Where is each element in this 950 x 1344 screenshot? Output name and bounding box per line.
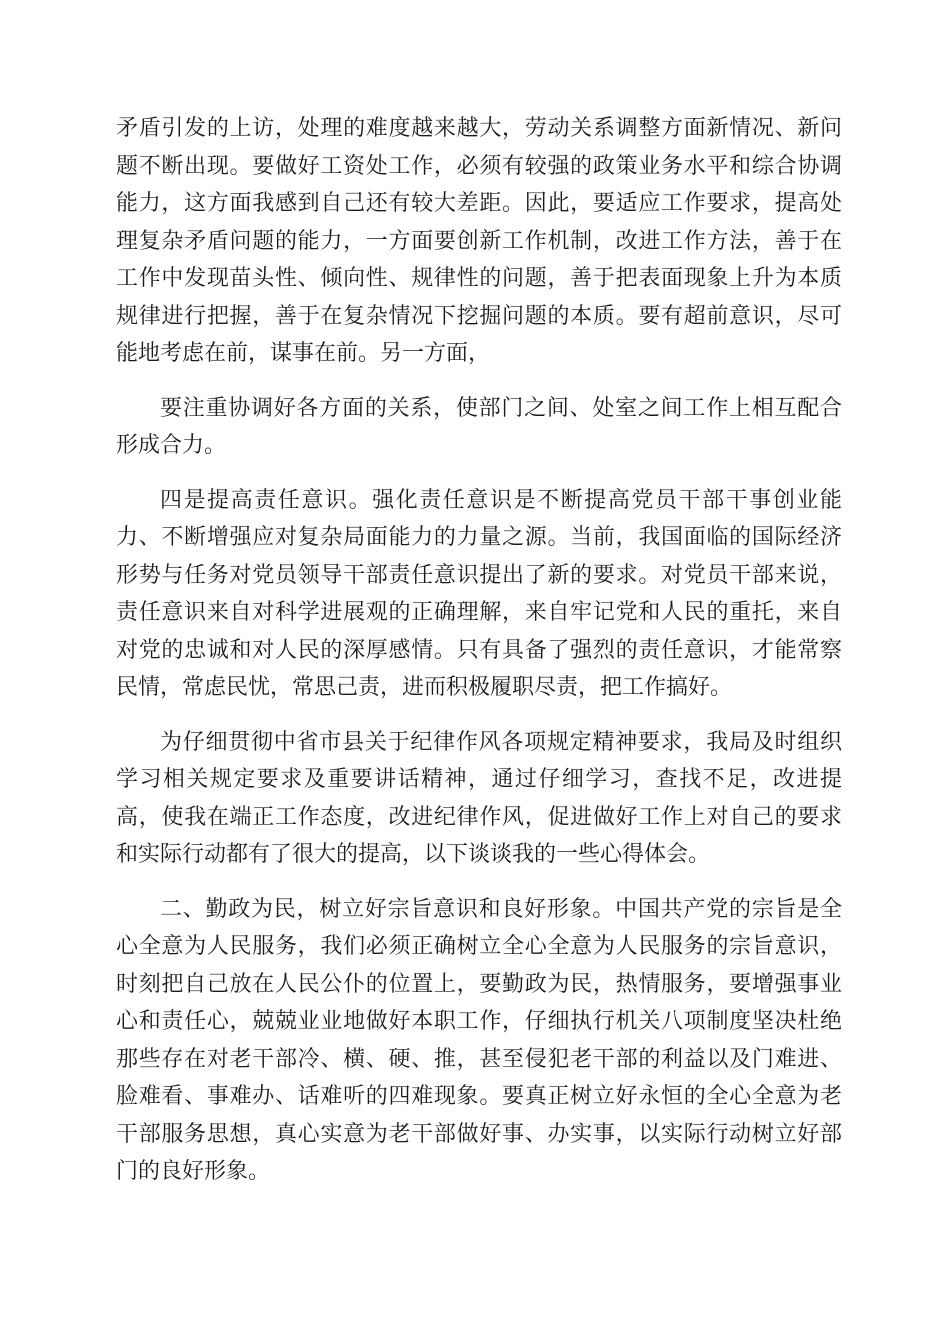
- text-line: 为仔细贯彻中省市县关于纪律作风各项规定精神要求，我局及时组织: [160, 729, 842, 755]
- paragraph-4: [116, 724, 842, 874]
- text-line: 时刻把自己放在人民公仆的位置上，要勤政为民，热情服务，要增强事业: [116, 971, 842, 997]
- text-line: 能力，这方面我感到自己还有较大差距。因此，要适应工作要求，提高处: [116, 191, 842, 216]
- document-page: [116, 110, 842, 1208]
- paragraph-1: [116, 110, 842, 373]
- text-line: 门的良好形象。: [116, 1159, 271, 1184]
- text-line: 四是提高责任意识。强化责任意识是不断提高党员干部干事创业能: [160, 487, 842, 513]
- paragraph-2: [116, 390, 842, 465]
- paragraph-3: [116, 482, 842, 707]
- text-line: 力、不断增强应对复杂局面能力的力量之源。当前，我国面临的国际经济: [116, 525, 842, 550]
- text-line: 心和责任心，兢兢业业地做好本职工作，仔细执行机关八项制度坚决杜绝: [116, 1009, 842, 1034]
- text-line: 形势与任务对党员领导干部责任意识提出了新的要求。对党员干部来说，: [116, 562, 842, 588]
- text-line: 矛盾引发的上访，处理的难度越来越大，劳动关系调整方面新情况、新问: [116, 116, 842, 141]
- text-line: 对党的忠诚和对人民的深厚感情。只有具备了强烈的责任意识，才能常察: [116, 637, 842, 663]
- paragraph-5: [116, 891, 842, 1191]
- text-line: 心全意为人民服务，我们必须正确树立全心全意为人民服务的宗旨意识，: [116, 934, 842, 959]
- text-line: 理复杂矛盾问题的能力，一方面要创新工作机制，改进工作方法，善于在: [116, 228, 842, 254]
- text-line: 脸难看、事难办、话难听的四难现象。要真正树立好永恒的全心全意为老: [116, 1084, 842, 1109]
- text-line: 二、勤政为民，树立好宗旨意识和良好形象。中国共产党的宗旨是全: [160, 896, 842, 922]
- text-line: 规律进行把握，善于在复杂情况下挖掘问题的本质。要有超前意识，尽可: [116, 303, 842, 329]
- text-line: 形成合力。: [116, 433, 227, 458]
- text-line: 题不断出现。要做好工资处工作，必须有较强的政策业务水平和综合协调: [116, 153, 842, 179]
- text-line: 学习相关规定要求及重要讲话精神，通过仔细学习，查找不足，改进提: [116, 767, 842, 792]
- text-line: 民情，常虑民忧，常思己责，进而积极履职尽责，把工作搞好。: [116, 675, 733, 700]
- text-line: 那些存在对老干部冷、横、硬、推，甚至侵犯老干部的利益以及门难进、: [116, 1046, 842, 1072]
- text-line: 高，使我在端正工作态度，改进纪律作风，促进做好工作上对自己的要求: [116, 804, 842, 830]
- text-line: 和实际行动都有了很大的提高，以下谈谈我的一些心得体会。: [116, 842, 711, 867]
- text-line: 责任意识来自对科学进展观的正确理解，来自牢记党和人民的重托，来自: [116, 600, 842, 625]
- text-line: 要注重协调好各方面的关系，使部门之间、处室之间工作上相互配合: [160, 395, 842, 421]
- text-line: 能地考虑在前，谋事在前。另一方面，: [116, 341, 491, 366]
- text-line: 工作中发现苗头性、倾向性、规律性的问题，善于把表面现象上升为本质: [116, 266, 842, 291]
- text-line: 干部服务思想，真心实意为老干部做好事、办实事，以实际行动树立好部: [116, 1121, 842, 1147]
